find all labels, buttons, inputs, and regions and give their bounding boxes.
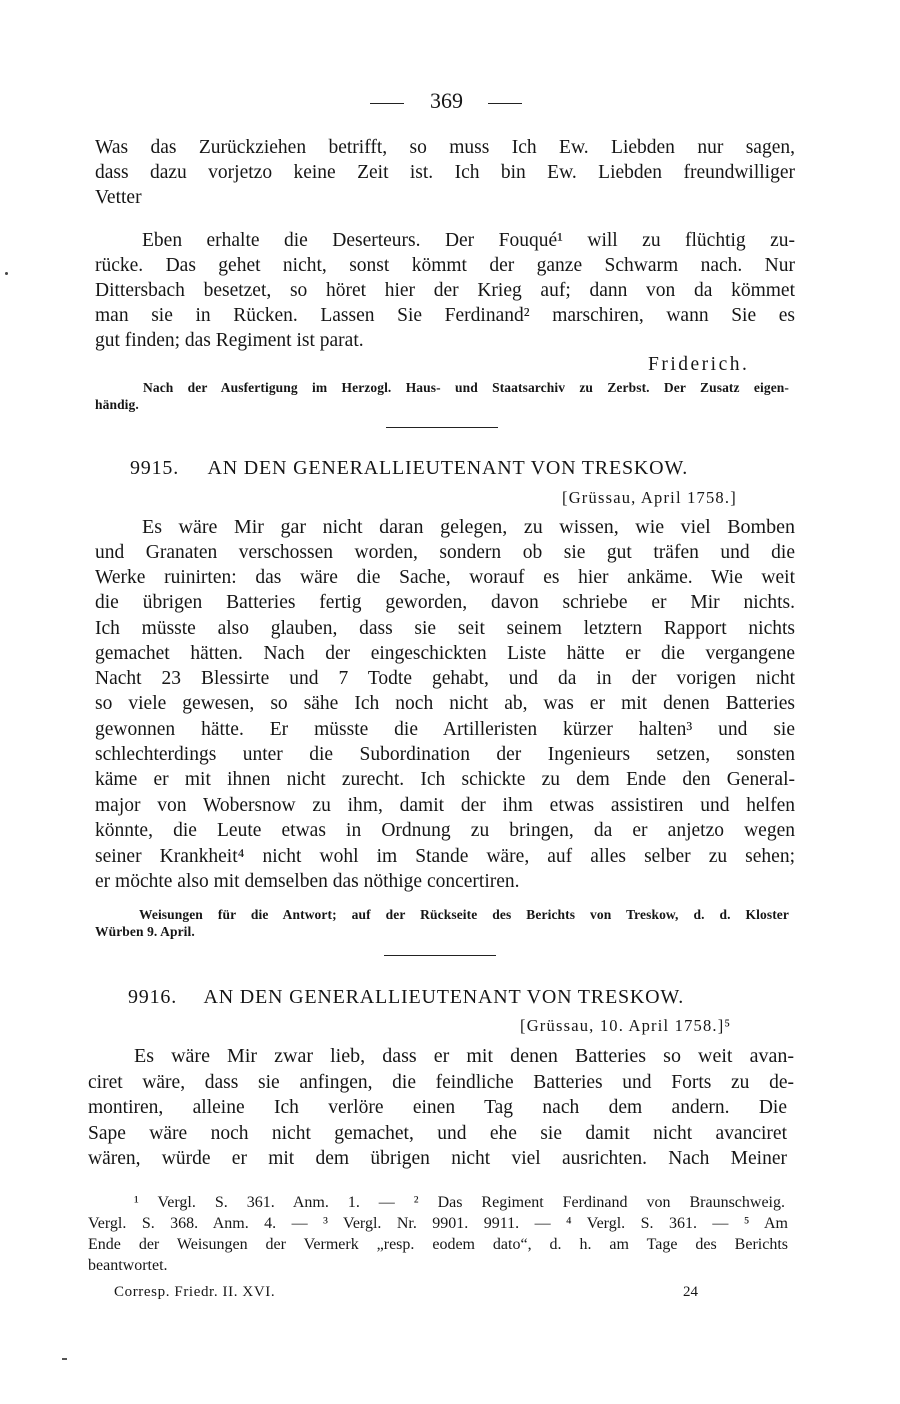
source-note-line: Nach der Ausfertigung im Herzogl. Haus- und Staatsarchiv zu Zerbst. Der Zusatz eigen- [143,380,789,395]
scan-speck [5,272,8,275]
footer-signature-number: 24 [683,1284,698,1300]
place-date: [Grüssau, April 1758.] [562,488,737,507]
footnote-line: ¹ Vergl. S. 361. Anm. 1. — ² Das Regiment Ferdinand von Braunschweig. [134,1194,785,1211]
source-note-line: Würben 9. April. [95,924,195,939]
letter-line: die übrigen Batteries fertig geworden, davon schriebe er Mir nichts. [95,592,795,613]
letter-line: montiren, alleine Ich verlöre einen Tag nach dem andern. Die [88,1097,787,1118]
postscript-line: rücke. Das gehet nicht, sonst kömmt der ganze Schwarm nach. Nur [95,255,795,276]
letter-line: ciret wäre, dass sie anfingen, die feindliche Batteries und Forts zu de- [88,1072,794,1093]
letter-line: könnte, die Leute etwas in Ordnung zu bringen, da er anjetzo wegen [95,820,795,841]
text-line: Vetter [95,187,142,208]
postscript-line: gut finden; das Regiment ist parat. [95,330,364,351]
letter-line: Werke ruinirten: das wäre die Sache, worauf es hier ankäme. Wie weit [95,567,795,588]
page-number: 369 [430,88,463,113]
letter-line: gewonnen hätte. Er müsste die Artilleristen kürzer halten³ und sie [95,719,795,740]
letter-line: gemachet hätten. Nach der eingeschickten Liste hätte er die vergangene [95,643,795,664]
letter-line: wären, würde er mit dem übrigen nicht viel ausrichten. Nach Meiner [88,1148,787,1169]
letter-line: Ich müsste also glauben, dass sie seit seinem letztern Rapport nichts [95,618,795,639]
footnote-line: Ende der Weisungen der Vermerk „resp. eodem dato“, d. h. am Tage des Berichts [88,1236,788,1253]
source-note-line: Weisungen für die Antwort; auf der Rückseite des Berichts von Treskow, d. d. Kloster [139,907,789,922]
letter-number: 9916. [128,986,177,1008]
letter-recipient: AN DEN GENERALLIEUTENANT VON TRESKOW. [203,986,685,1008]
page-number-dash-left [370,103,404,104]
postscript-line: man sie in Rücken. Lassen Sie Ferdinand² marschiren, wann Sie es [95,305,795,326]
place-date: [Grüssau, 10. April 1758.]⁵ [520,1016,732,1035]
letter-heading [130,455,688,481]
letter-line: Es wäre Mir gar nicht daran gelegen, zu wissen, wie viel Bomben [142,516,795,538]
section-divider [384,955,496,956]
scan-speck [62,1358,67,1360]
text-line: dass dazu vorjetzo keine Zeit ist. Ich bin Ew. Liebden freundwilliger [95,162,795,183]
page-number-dash-right [488,103,522,104]
signature: Friderich. [648,354,750,375]
letter-number: 9915. [130,457,179,479]
letter-line: käme er mit ihnen nicht zurecht. Ich schickte zu dem Ende den General- [95,769,795,790]
letter-heading [128,984,684,1010]
postscript-line: Eben erhalte die Deserteurs. Der Fouqué¹ will zu flüchtig zu- [142,230,795,251]
footnote-line: Vergl. S. 368. Anm. 4. — ³ Vergl. Nr. 9901. 9911. — ⁴ Vergl. S. 361. — ⁵ Am [88,1215,788,1232]
footer-volume: Corresp. Friedr. II. XVI. [114,1284,276,1300]
letter-line: und Granaten verschossen worden, sondern ob sie gut träfen und die [95,542,795,563]
letter-line: Nacht 23 Blessirte und 7 Todte gehabt, und da in der vorigen nicht [95,668,795,689]
letter-line: schlechterdings unter die Subordination der Ingenieurs setzen, sonsten [95,744,795,765]
section-divider [386,427,498,428]
footnote-line: beantwortet. [88,1257,168,1274]
letter-line: er möchte also mit demselben das nöthige concertiren. [95,871,520,892]
letter-line: so viele gewesen, so sähe Ich noch nicht ab, was er mit denen Batteries [95,693,795,714]
postscript-line: Dittersbach besetzet, so höret hier der Krieg auf; dann von da kömmet [95,280,795,301]
letter-line: seiner Krankheit⁴ nicht wohl im Stande wäre, auf alles selber zu sehen; [95,846,795,867]
letter-line: major von Wobersnow zu ihm, damit der ihm etwas assistiren und helfen [95,795,795,816]
letter-line: Es wäre Mir zwar lieb, dass er mit denen Batteries so weit avan- [134,1045,794,1067]
letter-recipient: AN DEN GENERALLIEUTENANT VON TRESKOW. [207,457,689,479]
text-line: Was das Zurückziehen betrifft, so muss Ich Ew. Liebden nur sagen, [95,137,795,158]
source-note-line: händig. [95,397,139,412]
letter-line: Sape wäre noch nicht gemachet, und ehe sie damit nicht avanciret [88,1123,787,1144]
